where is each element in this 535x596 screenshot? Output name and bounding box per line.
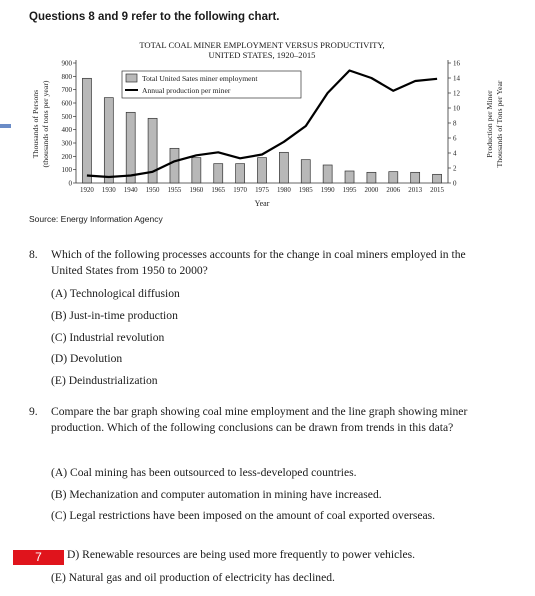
q9-option-a[interactable]: (A) Coal mining has been outsourced to less-developed countries. xyxy=(51,466,357,479)
x-tick-label: 1965 xyxy=(211,187,226,194)
legend-bar-label: Total United Sates miner employment xyxy=(142,74,258,83)
right-tick-label: 8 xyxy=(453,119,457,128)
left-axis-label-1: Thousands of Persons xyxy=(31,89,40,159)
left-tick-label: 0 xyxy=(68,179,72,188)
left-tick-label: 100 xyxy=(61,166,72,175)
employment-bar xyxy=(279,152,288,183)
q8-option-d[interactable]: (D) Devolution xyxy=(51,352,123,365)
right-tick-label: 16 xyxy=(453,59,460,68)
x-tick-label: 1940 xyxy=(123,187,138,194)
q9-option-d[interactable]: D) Renewable resources are being used more frequently to power vehicles. xyxy=(67,548,415,561)
left-tick-label: 700 xyxy=(61,86,72,95)
x-tick-label: 2006 xyxy=(386,187,401,194)
q9-option-b[interactable]: (B) Mechanization and computer automation in mining have increased. xyxy=(51,488,382,501)
x-tick-label: 1960 xyxy=(189,187,204,194)
page-number-badge: 7 xyxy=(13,550,64,565)
right-tick-label: 12 xyxy=(453,89,460,98)
employment-bar xyxy=(433,174,442,183)
q8-option-c[interactable]: (C) Industrial revolution xyxy=(51,331,165,344)
legend-bar-swatch xyxy=(126,74,137,82)
q8-option-a[interactable]: (A) Technological diffusion xyxy=(51,287,180,300)
x-tick-label: 2015 xyxy=(430,187,444,194)
left-tick-label: 300 xyxy=(61,139,72,148)
employment-bar xyxy=(411,172,420,183)
x-tick-label: 1955 xyxy=(167,187,182,194)
right-tick-label: 14 xyxy=(453,74,460,83)
right-tick-label: 0 xyxy=(453,179,457,188)
employment-bar xyxy=(214,164,223,183)
right-tick-label: 4 xyxy=(453,149,457,158)
employment-bar xyxy=(82,78,91,183)
employment-bar xyxy=(323,165,332,183)
employment-bar xyxy=(389,172,398,183)
chart-title: TOTAL COAL MINER EMPLOYMENT VERSUS PRODUCTIVITY, xyxy=(139,40,385,50)
right-tick-label: 6 xyxy=(453,134,457,143)
x-tick-label: 1975 xyxy=(255,187,269,194)
chart-source: Source: Energy Information Agency xyxy=(29,214,163,224)
employment-bar xyxy=(367,172,376,183)
x-tick-label: 1995 xyxy=(342,187,357,194)
chart-subtitle: UNITED STATES, 1920–2015 xyxy=(208,50,316,60)
right-tick-label: 2 xyxy=(453,164,457,173)
x-tick-label: 1930 xyxy=(101,187,116,194)
question-9-number: 9. xyxy=(29,405,38,418)
x-tick-label: 1920 xyxy=(80,187,94,194)
employment-bar xyxy=(345,171,354,183)
employment-bar xyxy=(192,158,201,183)
q9-option-e[interactable]: (E) Natural gas and oil production of electricity has declined. xyxy=(51,571,335,584)
q9-option-c[interactable]: (C) Legal restrictions have been imposed on the amount of coal exported overseas. xyxy=(51,509,436,522)
q8-option-e[interactable]: (E) Deindustrialization xyxy=(51,374,158,387)
left-axis-label-2: (thousands of tons per year) xyxy=(41,80,50,168)
questions-heading: Questions 8 and 9 refer to the following chart. xyxy=(29,11,280,23)
employment-bar xyxy=(104,98,113,183)
question-8-stem: Which of the following processes accounts for the change in coal miners employed in the United States from 1950 to 2000? xyxy=(51,248,466,277)
employment-bar xyxy=(126,112,135,183)
left-tick-label: 500 xyxy=(61,112,72,121)
left-tick-label: 600 xyxy=(61,99,72,108)
right-axis-label-1: Production per Miner xyxy=(485,90,494,158)
x-tick-label: 1990 xyxy=(320,187,335,194)
legend-line-label: Annual production per miner xyxy=(142,86,231,95)
x-tick-label: 1980 xyxy=(276,187,291,194)
coal-employment-chart xyxy=(0,0,535,215)
left-tick-label: 200 xyxy=(61,152,72,161)
x-tick-label: 1950 xyxy=(145,187,160,194)
employment-bar xyxy=(236,164,245,183)
question-8-number: 8. xyxy=(29,248,38,261)
x-tick-label: 1970 xyxy=(233,187,248,194)
left-tick-label: 400 xyxy=(61,126,72,135)
employment-bar xyxy=(301,160,310,183)
right-tick-label: 10 xyxy=(453,104,460,113)
employment-bar xyxy=(170,148,179,183)
x-tick-label: 1985 xyxy=(298,187,313,194)
right-axis-label-2: Thousands of Tons per Year xyxy=(495,80,504,168)
q8-option-b[interactable]: (B) Just-in-time production xyxy=(51,309,178,322)
employment-bar xyxy=(258,158,267,183)
x-tick-label: 2000 xyxy=(364,187,379,194)
x-axis-label: Year xyxy=(254,199,270,208)
question-9-stem: Compare the bar graph showing coal mine employment and the line graph showing miner production. Which of the following conclusions can be drawn from trends in this data? xyxy=(51,405,468,434)
left-tick-label: 900 xyxy=(61,59,72,68)
x-tick-label: 2013 xyxy=(408,187,423,194)
left-tick-label: 800 xyxy=(61,72,72,81)
